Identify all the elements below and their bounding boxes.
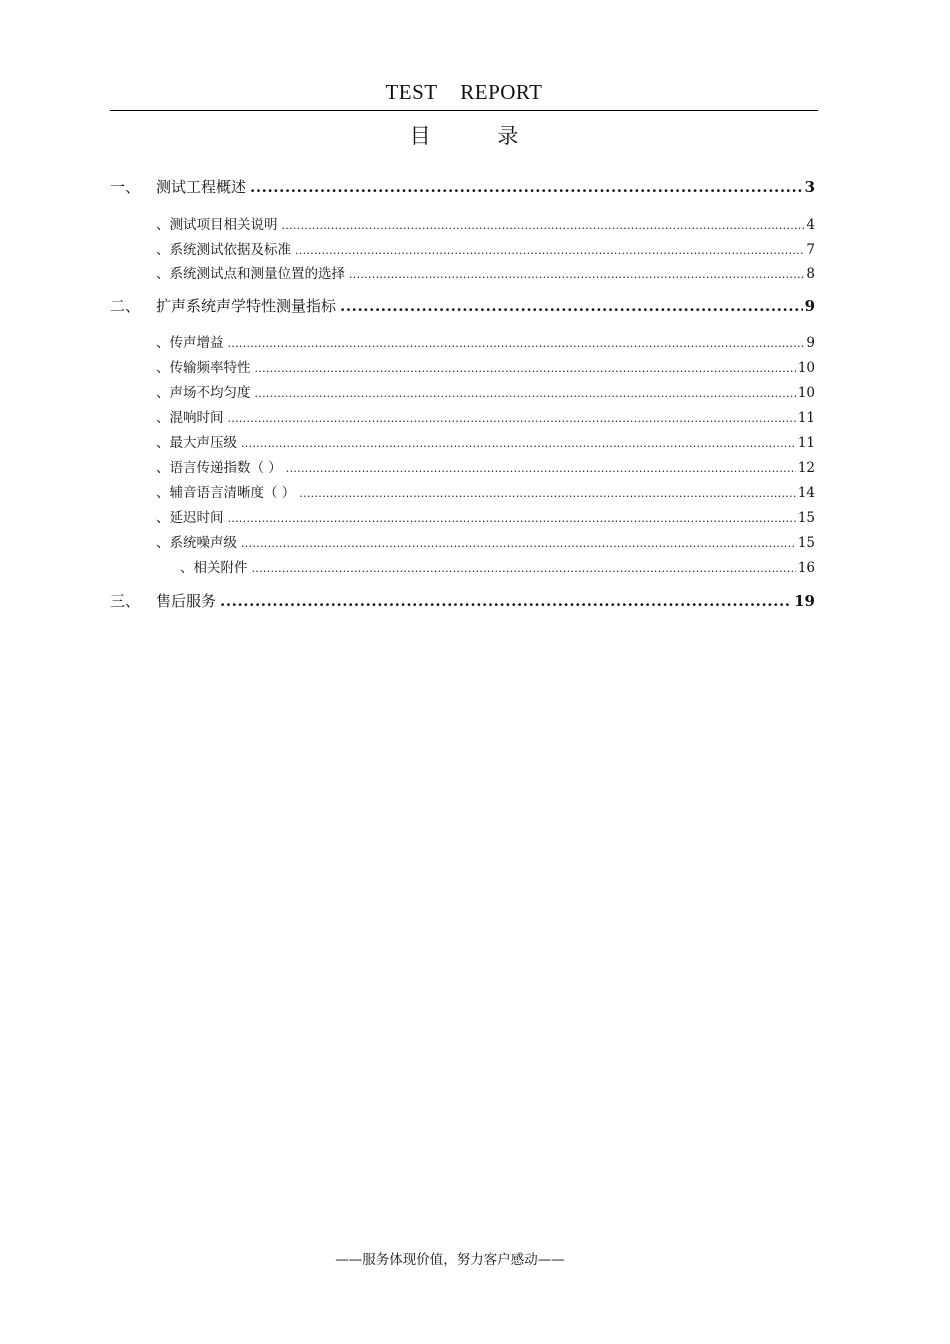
toc-entry-page: 12	[797, 460, 815, 476]
toc-entry[interactable]	[110, 431, 815, 451]
toc-entry-title: 、混响时间	[156, 410, 224, 426]
toc-entry-page: 15	[797, 510, 815, 526]
toc-dot-leader	[228, 510, 796, 524]
toc-dot-leader	[282, 217, 805, 231]
toc-dot-leader	[299, 485, 796, 499]
toc-entry-page: 9	[806, 335, 815, 351]
toc-dot-leader	[349, 266, 804, 280]
header-divider	[110, 110, 818, 111]
toc-entry-page: 9	[804, 297, 815, 315]
toc-dot-leader	[228, 335, 805, 349]
toc-dot-leader	[252, 560, 796, 574]
toc-entry-page: 14	[797, 485, 815, 501]
toc-dot-leader	[220, 592, 792, 607]
toc-entry[interactable]	[110, 295, 815, 316]
toc-entry-title: 测试工程概述	[156, 178, 247, 196]
toc-entry[interactable]	[110, 213, 815, 233]
toc-entry[interactable]	[110, 331, 815, 351]
toc-entry-number: 三、	[110, 592, 141, 610]
toc-dot-leader	[241, 435, 796, 449]
toc-dot-leader	[340, 297, 803, 312]
toc-dot-leader	[255, 385, 796, 399]
toc-entry-page: 3	[804, 178, 815, 196]
toc-entry-page: 8	[806, 266, 815, 282]
toc-entry-title: 、系统噪声级	[156, 535, 237, 551]
toc-entry[interactable]	[110, 481, 815, 501]
toc-dot-leader	[286, 460, 796, 474]
toc-entry[interactable]	[110, 556, 815, 576]
toc-entry-title: 、传声增益	[156, 335, 224, 351]
toc-entry-number: 二、	[110, 297, 141, 315]
footer-slogan: ——服务体现价值，努力客户感动——	[335, 1252, 565, 1268]
toc-entry-title: 、最大声压级	[156, 435, 237, 451]
toc-entry-title: 、传输频率特性	[156, 360, 251, 376]
toc-dot-leader	[228, 410, 796, 424]
toc-entry-number: 一、	[110, 178, 141, 196]
toc-entry[interactable]	[110, 262, 815, 282]
toc-entry[interactable]	[110, 238, 815, 258]
toc-entry[interactable]	[110, 456, 815, 476]
toc-entry-title: 、辅音语言清晰度（ ）	[156, 485, 296, 501]
toc-entry-page: 4	[806, 217, 815, 233]
report-header-title: TEST REPORT	[385, 80, 543, 104]
toc-entry-title: 、系统测试点和测量位置的选择	[156, 266, 345, 282]
toc-entry-page: 7	[806, 242, 815, 258]
toc-entry[interactable]	[110, 356, 815, 376]
toc-entry-title: 售后服务	[156, 592, 217, 610]
toc-entry-page: 10	[797, 385, 815, 401]
toc-entry-page: 11	[797, 435, 815, 451]
toc-entry[interactable]	[110, 381, 815, 401]
toc-entry-title: 、相关附件	[180, 560, 248, 576]
toc-entry-title: 扩声系统声学特性测量指标	[156, 297, 337, 315]
toc-dot-leader	[295, 242, 804, 256]
toc-dot-leader	[241, 535, 796, 549]
toc-entry-page: 16	[797, 560, 815, 576]
toc-entry-title: 、声场不均匀度	[156, 385, 251, 401]
toc-entry-title: 、语言传递指数（ ）	[156, 460, 282, 476]
toc-dot-leader	[250, 178, 803, 193]
toc-entry[interactable]	[110, 506, 815, 526]
toc-entry[interactable]	[110, 590, 815, 611]
toc-entry-title: 、延迟时间	[156, 510, 224, 526]
toc-entry[interactable]	[110, 176, 815, 197]
toc-entry-page: 19	[794, 592, 815, 610]
toc-dot-leader	[255, 360, 796, 374]
toc-entry[interactable]	[110, 531, 815, 551]
toc-entry-title: 、系统测试依据及标准	[156, 242, 291, 258]
toc-entry-page: 10	[797, 360, 815, 376]
toc-entry-page: 11	[797, 410, 815, 426]
toc-entry-page: 15	[797, 535, 815, 551]
toc-heading: 目 录	[409, 124, 519, 148]
toc-entry[interactable]	[110, 406, 815, 426]
toc-entry-title: 、测试项目相关说明	[156, 217, 278, 233]
